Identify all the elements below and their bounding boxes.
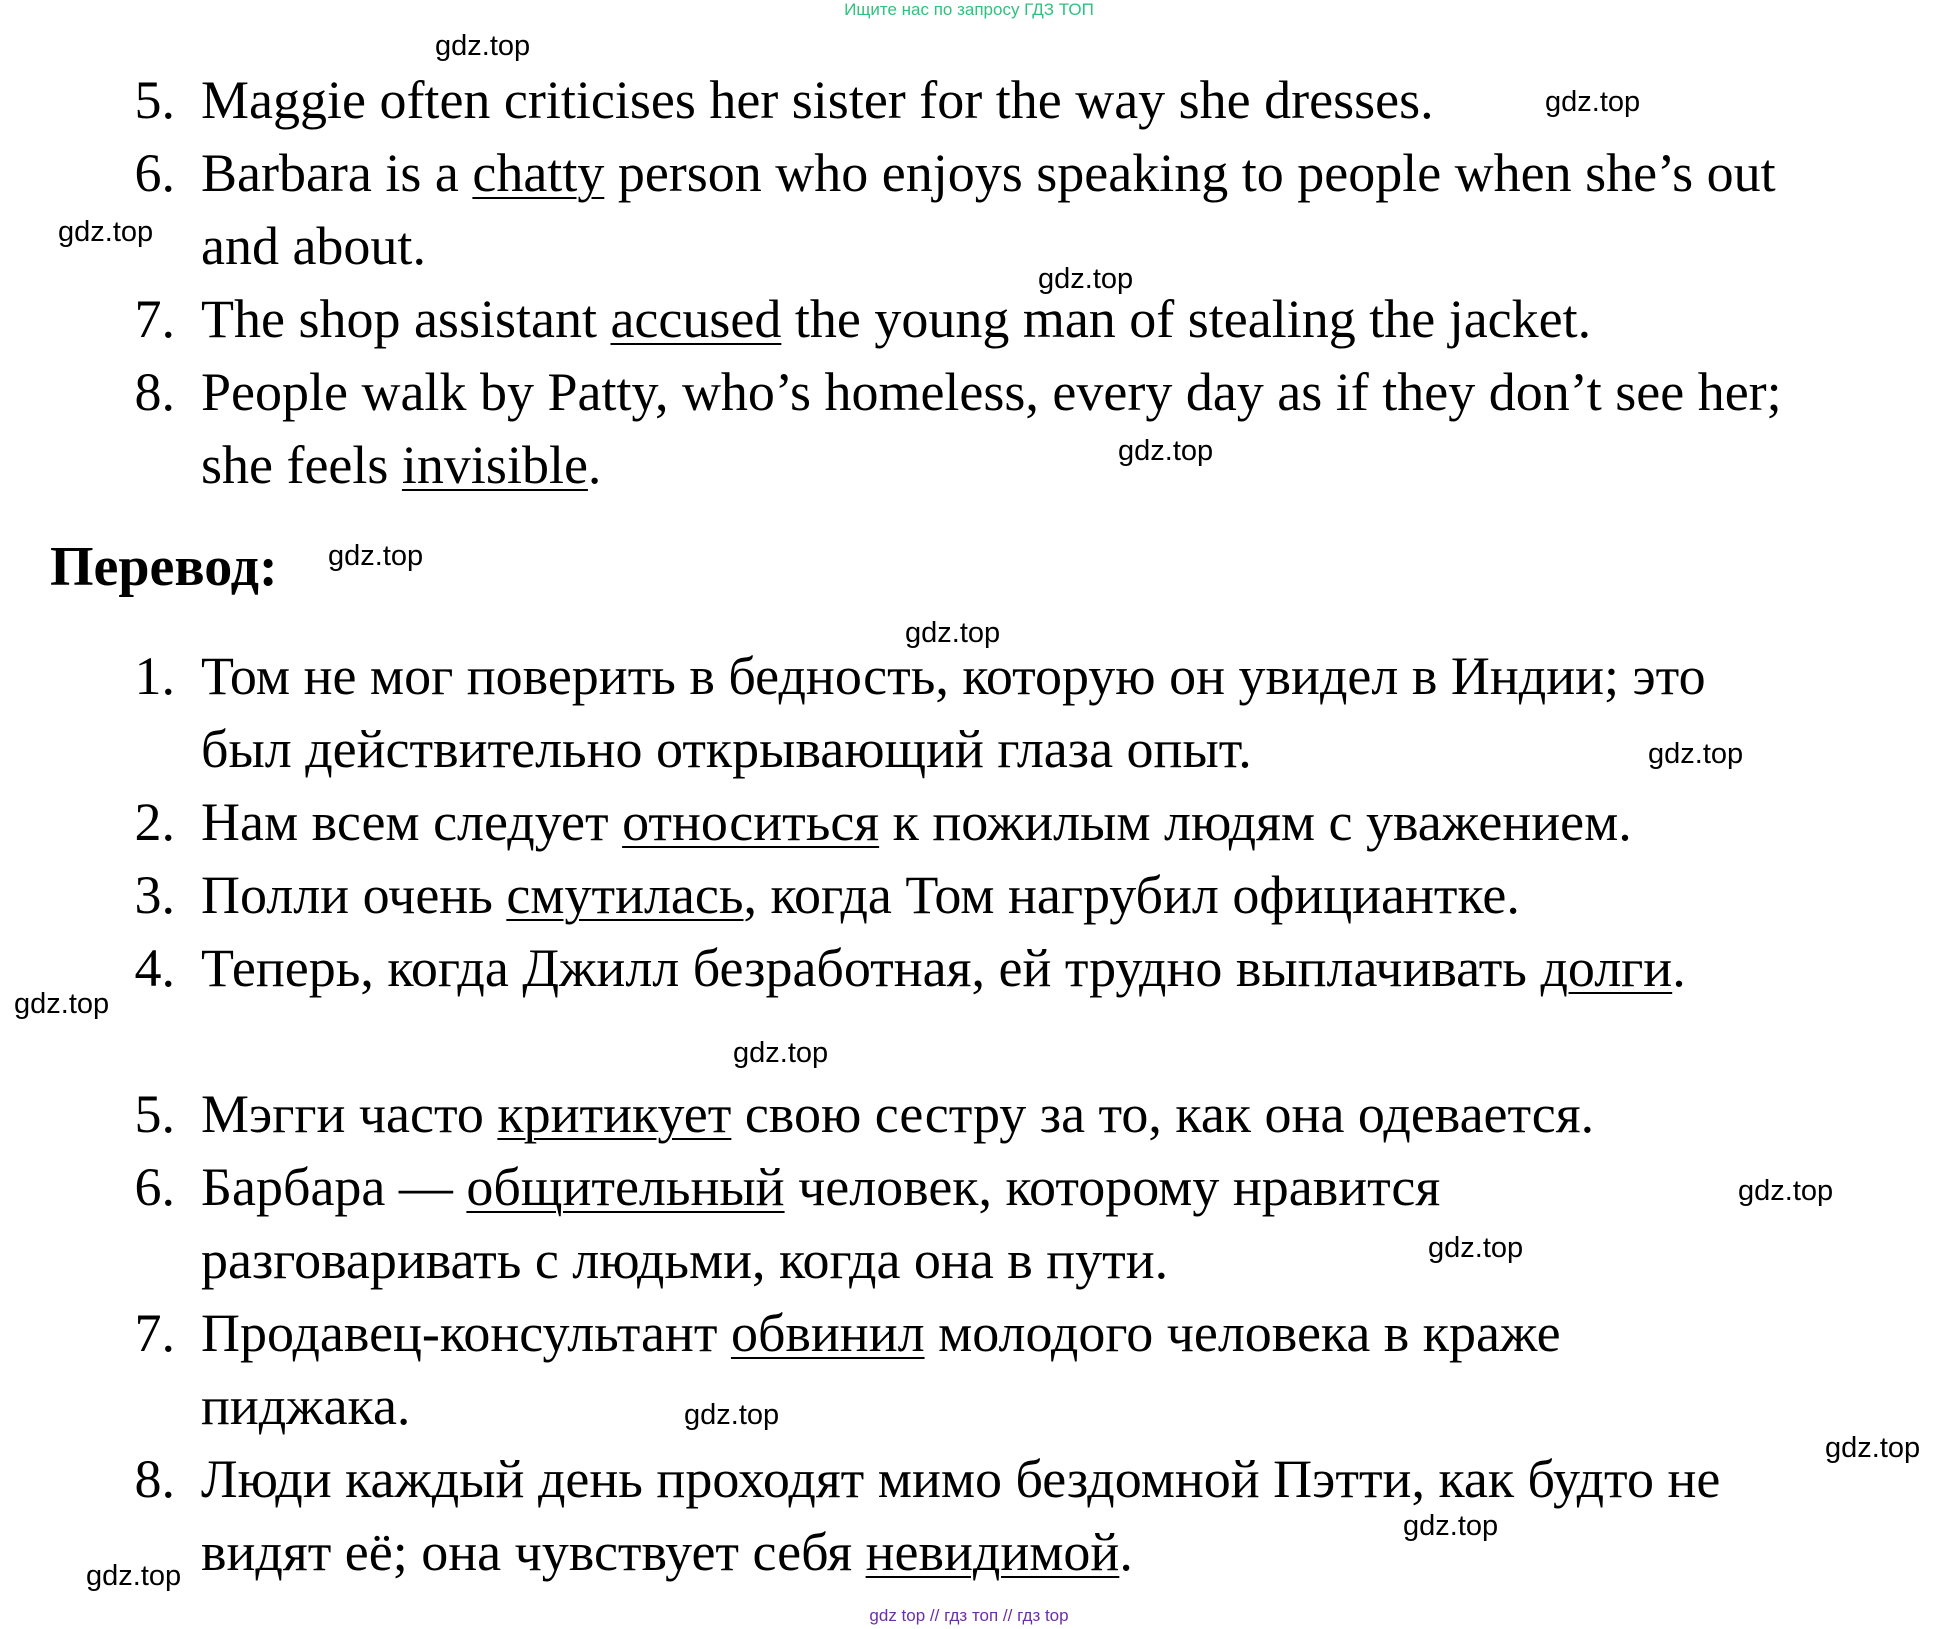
item-text: Maggie often criticises her sister for the way she dresses. (201, 70, 1434, 130)
watermark: gdz.top (86, 1560, 182, 1592)
top-banner: Ищите нас по запросу ГДЗ ТОП (844, 0, 1094, 19)
item-number: 8. (134, 1449, 175, 1509)
underlined-term: invisible (401, 435, 588, 495)
item-text: Теперь, когда Джилл безработная, ей трудно выплачивать долги. (201, 938, 1686, 998)
item-number: 5. (134, 1084, 175, 1144)
item-number: 2. (134, 792, 175, 852)
underlined-term: относиться (622, 792, 880, 852)
list-item (125, 859, 1825, 932)
item-text: Люди каждый день проходят мимо бездомной Пэтти, как будто не видят её; она чувствует себя невидимой. (201, 1449, 1721, 1582)
list-item (125, 932, 1825, 1005)
list-item (125, 1151, 1825, 1297)
watermark: gdz.top (1738, 1175, 1834, 1207)
item-text: Том не мог поверить в бедность, которую он увидел в Индии; это был действительно открывающий глаза опыт. (201, 646, 1706, 779)
underlined-term: общительный (466, 1157, 785, 1217)
translation-heading: Перевод: (50, 536, 278, 598)
item-number: 6. (134, 143, 175, 203)
item-text: Барбара — общительный человек, которому нравится разговаривать с людьми, когда она в пути. (201, 1157, 1441, 1290)
underlined-term: долги (1540, 938, 1673, 998)
list-item (125, 786, 1825, 859)
item-text: Мэгги часто критикует свою сестру за то, как она одевается. (201, 1084, 1595, 1144)
footer-banner: gdz top // гдз топ // гдз top (869, 1606, 1069, 1625)
watermark: gdz.top (1403, 1510, 1499, 1542)
item-number: 7. (134, 289, 175, 349)
list-item (125, 356, 1825, 502)
item-text: Нам всем следует относиться к пожилым людям с уважением. (201, 792, 1632, 852)
watermark: gdz.top (435, 30, 531, 62)
watermark: gdz.top (1825, 1432, 1921, 1464)
list-item (125, 283, 1825, 356)
list-item (125, 137, 1825, 283)
watermark: gdz.top (684, 1399, 780, 1431)
item-text: Полли очень смутилась, когда Том нагрубил официантке. (201, 865, 1520, 925)
watermark: gdz.top (58, 216, 154, 248)
watermark: gdz.top (1545, 86, 1641, 118)
item-text: Продавец-консультант обвинил молодого человека в краже пиджака. (201, 1303, 1561, 1436)
item-number: 7. (134, 1303, 175, 1363)
item-number: 6. (134, 1157, 175, 1217)
list-item (125, 1297, 1825, 1443)
watermark: gdz.top (1038, 263, 1134, 295)
underlined-term: критикует (497, 1084, 732, 1144)
underlined-term: обвинил (730, 1303, 925, 1363)
item-text: People walk by Patty, who’s homeless, every day as if they don’t see her; she feels invisible. (201, 362, 1782, 495)
list-item (125, 1078, 1825, 1151)
watermark: gdz.top (733, 1037, 829, 1069)
watermark: gdz.top (1118, 435, 1214, 467)
item-number: 8. (134, 362, 175, 422)
item-number: 5. (134, 70, 175, 130)
item-number: 3. (134, 865, 175, 925)
list-item (125, 640, 1825, 786)
underlined-term: смутилась (506, 865, 744, 925)
watermark: gdz.top (14, 988, 110, 1020)
underlined-term: accused (610, 289, 782, 349)
watermark: gdz.top (1648, 738, 1744, 770)
list-item (125, 1443, 1825, 1589)
watermark: gdz.top (1428, 1232, 1524, 1264)
item-number: 4. (134, 938, 175, 998)
item-number: 1. (134, 646, 175, 706)
underlined-term: chatty (472, 143, 605, 203)
item-text: Barbara is a chatty person who enjoys speaking to people when she’s out and about. (201, 143, 1776, 276)
item-text: The shop assistant accused the young man of stealing the jacket. (201, 289, 1592, 349)
underlined-term: невидимой (865, 1522, 1120, 1582)
watermark: gdz.top (328, 540, 424, 572)
watermark: gdz.top (905, 617, 1001, 649)
